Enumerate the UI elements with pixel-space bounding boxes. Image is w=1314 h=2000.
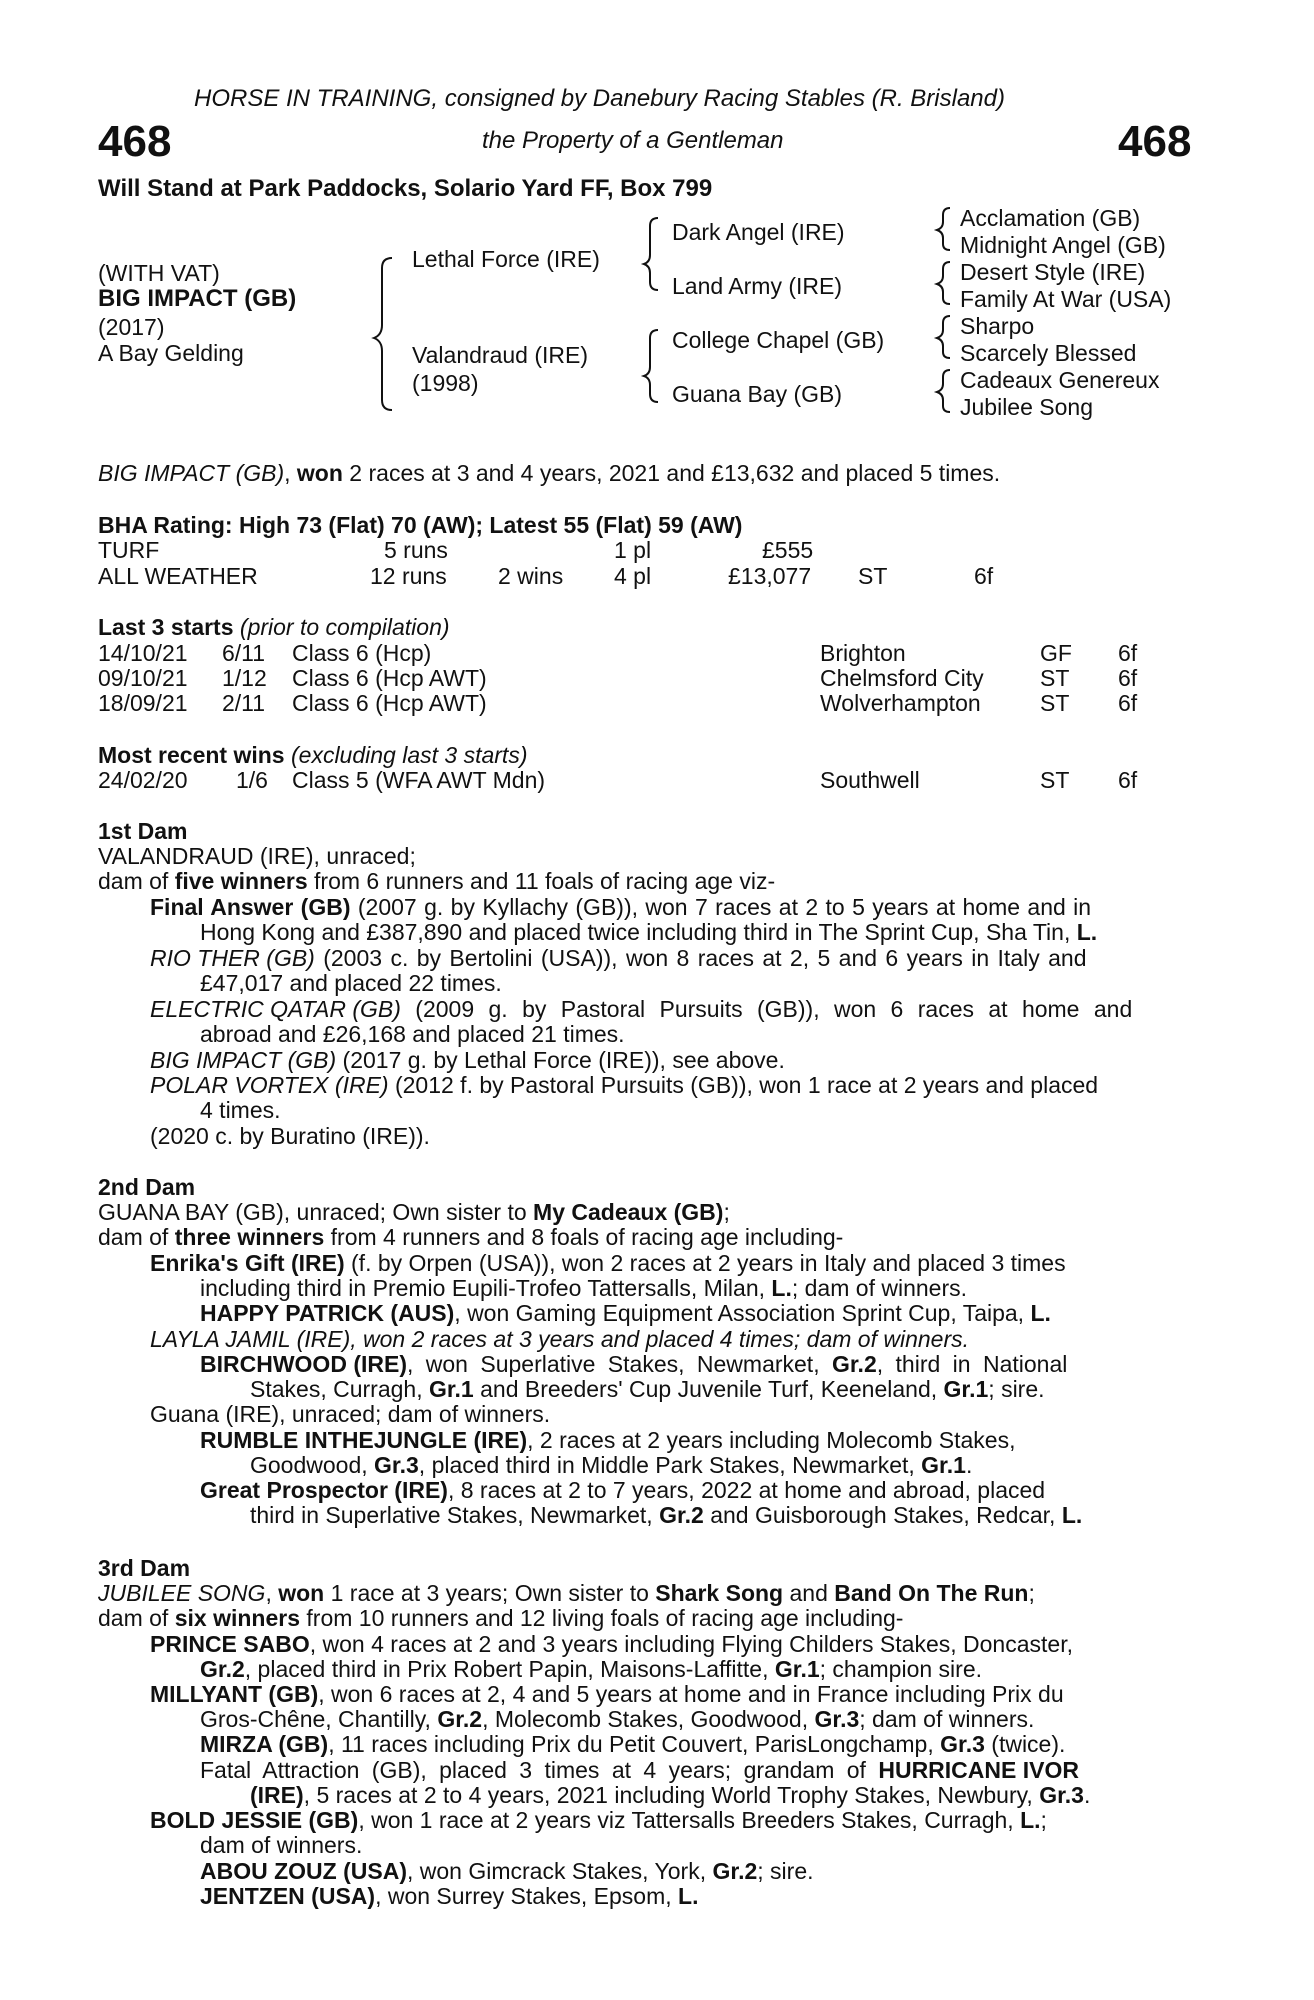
text: , Molecomb Stakes, Goodwood, [482, 1706, 815, 1732]
offspring-name: (IRE) [250, 1782, 304, 1808]
sibling-name: Band On The Run [834, 1580, 1029, 1606]
start-going: ST [1040, 665, 1070, 691]
dam-name: JUBILEE SONG [98, 1580, 266, 1606]
text: , won Superlative Stakes, Newmarket, [406, 1351, 832, 1377]
start-going: ST [1040, 690, 1070, 716]
text: , 11 races including Prix du Petit Couvert, ParisLongchamp, [328, 1731, 941, 1757]
offspring-birchwood [200, 1351, 1067, 1377]
text: from 6 runners and 11 foals of racing age viz- [307, 868, 776, 894]
offspring-name: MILLYANT (GB) [150, 1681, 319, 1707]
winners-count: six winners [174, 1605, 300, 1631]
text: Goodwood, [250, 1452, 375, 1478]
second-dam-heading: 2nd Dam [98, 1174, 196, 1200]
start-class: Class 6 (Hcp AWT) [292, 690, 487, 716]
listed-mark: L. [1061, 1502, 1083, 1528]
group-mark: Gr.2 [831, 1351, 877, 1377]
third-dam-summary [98, 1605, 903, 1631]
win-course: Southwell [820, 767, 920, 793]
text: Stakes, Curragh, [250, 1376, 429, 1402]
last-3-title: Last 3 starts [98, 614, 234, 640]
text: , won 6 races at 2, 4 and 5 years at home and in France including Prix du [318, 1681, 1064, 1707]
start-going: GF [1040, 640, 1072, 666]
race-summary: BIG IMPACT (GB), won 2 races at 3 and 4 years, 2021 and £13,632 and placed 5 times. [98, 460, 1001, 486]
second-dam-line [98, 1199, 730, 1225]
text: and Breeders' Cup Juvenile Turf, Keeneland, [473, 1376, 944, 1402]
text: from 10 runners and 12 living foals of racing age including- [300, 1605, 904, 1631]
dam-dam: Guana Bay (GB) [672, 381, 843, 407]
group-mark: Gr.3 [814, 1706, 860, 1732]
offspring-great-prospector-cont [250, 1502, 1082, 1528]
text: third in Superlative Stakes, Newmarket, [250, 1502, 660, 1528]
aw-going: ST [858, 563, 888, 589]
offspring-abou-zouz [200, 1858, 814, 1884]
text: dam of [98, 868, 175, 894]
third-dam-line [98, 1580, 1035, 1606]
text: , third in National [876, 1351, 1068, 1377]
dam-sire: College Chapel (GB) [672, 327, 885, 353]
offspring-name: RUMBLE INTHEJUNGLE (IRE) [200, 1427, 528, 1453]
won-label: won [278, 1580, 325, 1606]
first-dam-line: VALANDRAUD (IRE), unraced; [98, 843, 416, 869]
third-dam-heading: 3rd Dam [98, 1555, 191, 1581]
text: , won Gaming Equipment Association Sprint Cup, Taipa, [454, 1300, 1031, 1326]
offspring-jentzen [200, 1883, 698, 1909]
ped-sds: Desert Style (IRE) [960, 259, 1146, 285]
listed-mark: L. [678, 1883, 699, 1909]
text: , [265, 1580, 279, 1606]
offspring-name: PRINCE SABO [150, 1631, 310, 1657]
winners-count: three winners [174, 1224, 325, 1250]
offspring-name: HURRICANE IVOR [878, 1757, 1079, 1783]
start-distance: 6f [1118, 640, 1138, 666]
start-date: 18/09/21 [98, 690, 188, 716]
listed-mark: L. [1030, 1300, 1051, 1326]
text: , 8 races at 2 to 7 years, 2022 at home and abroad, placed [447, 1477, 1046, 1503]
offspring-name: ABOU ZOUZ (USA) [200, 1858, 407, 1884]
offspring-great-prospector [200, 1477, 1045, 1503]
text: , won Gimcrack Stakes, York, [406, 1858, 713, 1884]
offspring-fatal-attraction [200, 1757, 1079, 1783]
text: ; [1040, 1807, 1047, 1833]
listed-mark: L. [1020, 1807, 1041, 1833]
listed-mark: L. [771, 1275, 792, 1301]
offspring-big-impact [150, 1047, 785, 1073]
offspring-electric-qatar [150, 996, 1132, 1022]
bha-rating: BHA Rating: High 73 (Flat) 70 (AW); Latest 55 (Flat) 59 (AW) [98, 512, 743, 538]
text: and [783, 1580, 835, 1606]
start-course: Chelmsford City [820, 665, 984, 691]
start-date: 14/10/21 [98, 640, 188, 666]
turf-runs: 5 runs [384, 537, 448, 563]
offspring-enrikas-gift [150, 1250, 1066, 1276]
text: ; sire. [988, 1376, 1045, 1402]
offspring-final-answer [150, 894, 1204, 920]
offspring-enrikas-gift-cont [200, 1275, 967, 1301]
start-position: 6/11 [222, 640, 266, 666]
aw-places: 4 pl [614, 563, 652, 589]
stand-location: Will Stand at Park Paddocks, Solario Yard FF, Box 799 [98, 175, 713, 202]
group-mark: Gr.2 [659, 1502, 704, 1528]
turf-money: £555 [762, 537, 814, 563]
win-class: Class 5 (WFA AWT Mdn) [292, 767, 546, 793]
offspring-electric-qatar-cont: abroad and £26,168 and placed 21 times. [200, 1021, 625, 1047]
text: (twice). [984, 1731, 1066, 1757]
offspring-rumble-cont [250, 1452, 972, 1478]
sire-dam: Land Army (IRE) [672, 273, 842, 299]
recent-wins-title: Most recent wins [98, 742, 285, 768]
turf-places: 1 pl [614, 537, 652, 563]
text: , placed third in Prix Robert Papin, Maisons-Laffitte, [244, 1656, 775, 1682]
offspring-name: ELECTRIC QATAR (GB) [150, 996, 401, 1022]
start-distance: 6f [1118, 690, 1138, 716]
offspring-mirza [200, 1731, 1065, 1757]
offspring-name: POLAR VORTEX (IRE) [150, 1072, 389, 1098]
group-mark: Gr.3 [1039, 1782, 1084, 1808]
offspring-name: RIO THER (GB) [150, 945, 315, 971]
text: , 2 races at 2 years including Molecomb Stakes, [527, 1427, 1016, 1453]
text: (2012 f. by Pastoral Pursuits (GB)), won 1 race at 2 years and placed [388, 1072, 1099, 1098]
offspring-layla-jamil: LAYLA JAMIL (IRE), won 2 races at 3 years and placed 4 times; dam of winners. [150, 1326, 970, 1352]
offspring-happy-patrick [200, 1300, 1051, 1326]
offspring-name: BOLD JESSIE (GB) [150, 1807, 359, 1833]
consignor-title: HORSE IN TRAINING, consigned by Danebury Racing Stables (R. Brisland) [194, 85, 1005, 112]
win-date: 24/02/20 [98, 767, 188, 793]
text: . [965, 1452, 973, 1478]
listed-mark: L. [1076, 919, 1098, 945]
aw-wins: 2 wins [498, 563, 564, 589]
offspring-polar-vortex-cont: 4 times. [200, 1097, 281, 1123]
text: ; [1028, 1580, 1035, 1606]
summary-text: 2 races at 3 and 4 years, 2021 and £13,632 and placed 5 times. [342, 460, 1001, 486]
start-position: 2/11 [222, 690, 266, 716]
sibling-name: Shark Song [655, 1580, 784, 1606]
text: , won Surrey Stakes, Epsom, [375, 1883, 679, 1909]
text: ; champion sire. [819, 1656, 983, 1682]
offspring-fatal-attraction-cont [250, 1782, 1090, 1808]
turf-surface: TURF [98, 537, 160, 563]
offspring-millyant-cont [200, 1706, 1034, 1732]
text: Hong Kong and £387,890 and placed twice including third in The Sprint Cup, Sha Tin, [200, 919, 1077, 945]
aw-distance: 6f [974, 563, 994, 589]
text: and Guisborough Stakes, Redcar, [703, 1502, 1062, 1528]
ped-ddd: Jubilee Song [960, 394, 1093, 420]
offspring-final-answer-cont [200, 919, 1097, 945]
lot-number-left: 468 [98, 117, 172, 166]
offspring-name: JENTZEN (USA) [200, 1883, 376, 1909]
start-position: 1/12 [222, 665, 267, 691]
ped-sdd: Family At War (USA) [960, 286, 1172, 312]
text: dam of [98, 1224, 175, 1250]
offspring-name: MIRZA (GB) [200, 1731, 329, 1757]
text: Gros-Chêne, Chantilly, [200, 1706, 438, 1732]
group-mark: Gr.1 [428, 1376, 474, 1402]
group-mark: Gr.2 [712, 1858, 758, 1884]
start-course: Brighton [820, 640, 906, 666]
group-mark: Gr.3 [374, 1452, 419, 1478]
first-dam-summary [98, 868, 775, 894]
first-dam-heading: 1st Dam [98, 818, 188, 844]
start-distance: 6f [1118, 665, 1138, 691]
text: ; [723, 1199, 730, 1225]
offspring-rumble [200, 1427, 1015, 1453]
text: , 5 races at 2 to 4 years, 2021 including World Trophy Stakes, Newbury, [303, 1782, 1040, 1808]
text: (2009 g. by Pastoral Pursuits (GB)), won 6 races at home and [400, 996, 1133, 1022]
horse-description: A Bay Gelding [98, 340, 244, 366]
text: from 4 runners and 8 foals of racing age including- [324, 1224, 844, 1250]
recent-wins-heading [98, 742, 527, 768]
summary-won: won [296, 460, 343, 486]
sire-sire: Dark Angel (IRE) [672, 219, 845, 245]
win-going: ST [1040, 767, 1070, 793]
group-mark: Gr.1 [943, 1376, 989, 1402]
ped-dss: Sharpo [960, 313, 1035, 339]
offspring-2020-colt: (2020 c. by Buratino (IRE)). [150, 1123, 430, 1149]
text: Fatal Attraction (GB), placed 3 times at 4 years; grandam of [200, 1757, 879, 1783]
text: , won 4 races at 2 and 3 years including Flying Childers Stakes, Doncaster, [309, 1631, 1073, 1657]
horse-name: BIG IMPACT (GB) [98, 285, 297, 312]
lot-number-right: 468 [1118, 117, 1192, 166]
text: . [1083, 1782, 1091, 1808]
offspring-name: BIRCHWOOD (IRE) [200, 1351, 407, 1377]
offspring-name: BIG IMPACT (GB) [150, 1047, 337, 1073]
start-class: Class 6 (Hcp) [292, 640, 432, 666]
group-mark: Gr.1 [774, 1656, 820, 1682]
last-3-heading [98, 614, 450, 640]
summary-horse-name: BIG IMPACT (GB) [98, 460, 285, 486]
text: 1 race at 3 years; Own sister to [324, 1580, 656, 1606]
text: (2007 g. by Kyllachy (GB)), won 7 races at 2 to 5 years at home and in [350, 894, 1092, 920]
last-3-note: (prior to compilation) [239, 614, 450, 640]
start-date: 09/10/21 [98, 665, 188, 691]
group-mark: Gr.2 [200, 1656, 245, 1682]
aw-runs: 12 runs [370, 563, 447, 589]
group-mark: Gr.3 [940, 1731, 985, 1757]
offspring-prince-sabo [150, 1631, 1073, 1657]
aw-surface: ALL WEATHER [98, 563, 258, 589]
offspring-birchwood-cont [250, 1376, 1045, 1402]
vat-note: (WITH VAT) [98, 260, 220, 286]
start-class: Class 6 (Hcp AWT) [292, 665, 487, 691]
text: dam of [98, 1605, 175, 1631]
dam: Valandraud (IRE) [412, 342, 588, 368]
text: , placed third in Middle Park Stakes, Newmarket, [418, 1452, 922, 1478]
text: (2003 c. by Bertolini (USA)), won 8 races at 2, 5 and 6 years in Italy and [314, 945, 1087, 971]
second-dam-summary [98, 1224, 843, 1250]
aw-money: £13,077 [728, 563, 812, 589]
offspring-bold-jessie [150, 1807, 1047, 1833]
offspring-prince-sabo-cont [200, 1656, 982, 1682]
recent-wins-note: (excluding last 3 starts) [291, 742, 528, 768]
win-position: 1/6 [236, 767, 268, 793]
ped-dds: Cadeaux Genereux [960, 367, 1160, 393]
ped-dsd: Scarcely Blessed [960, 340, 1137, 366]
offspring-bold-jessie-cont: dam of winners. [200, 1832, 363, 1858]
dam-year: (1998) [412, 370, 479, 396]
offspring-name: Final Answer (GB) [150, 894, 351, 920]
offspring-millyant [150, 1681, 1064, 1707]
offspring-name: HAPPY PATRICK (AUS) [200, 1300, 455, 1326]
text: (2017 g. by Lethal Force (IRE)), see above. [336, 1047, 785, 1073]
text: including third in Premio Eupili-Trofeo Tattersalls, Milan, [200, 1275, 772, 1301]
text: , won 1 race at 2 years viz Tattersalls Breeders Stakes, Curragh, [358, 1807, 1021, 1833]
sire: Lethal Force (IRE) [412, 246, 600, 272]
group-mark: Gr.1 [921, 1452, 966, 1478]
property-subtitle: the Property of a Gentleman [482, 127, 784, 154]
ped-sss: Acclamation (GB) [960, 205, 1141, 231]
offspring-name: Enrika's Gift (IRE) [150, 1250, 345, 1276]
offspring-name: Great Prospector (IRE) [200, 1477, 448, 1503]
text: ; dam of winners. [859, 1706, 1035, 1732]
group-mark: Gr.2 [437, 1706, 483, 1732]
win-distance: 6f [1118, 767, 1138, 793]
ped-ssd: Midnight Angel (GB) [960, 232, 1166, 258]
offspring-guana: Guana (IRE), unraced; dam of winners. [150, 1401, 551, 1427]
text: (f. by Orpen (USA)), won 2 races at 2 years in Italy and placed 3 times [344, 1250, 1066, 1276]
text: ; dam of winners. [791, 1275, 967, 1301]
horse-year: (2017) [98, 314, 165, 340]
sibling-name: My Cadeaux (GB) [533, 1199, 724, 1225]
offspring-rio-ther-cont: £47,017 and placed 22 times. [200, 970, 502, 996]
offspring-polar-vortex [150, 1072, 1098, 1098]
start-course: Wolverhampton [820, 690, 981, 716]
offspring-rio-ther [150, 945, 1086, 971]
winners-count: five winners [174, 868, 308, 894]
text: GUANA BAY (GB), unraced; Own sister to [98, 1199, 534, 1225]
text: ; sire. [757, 1858, 814, 1884]
